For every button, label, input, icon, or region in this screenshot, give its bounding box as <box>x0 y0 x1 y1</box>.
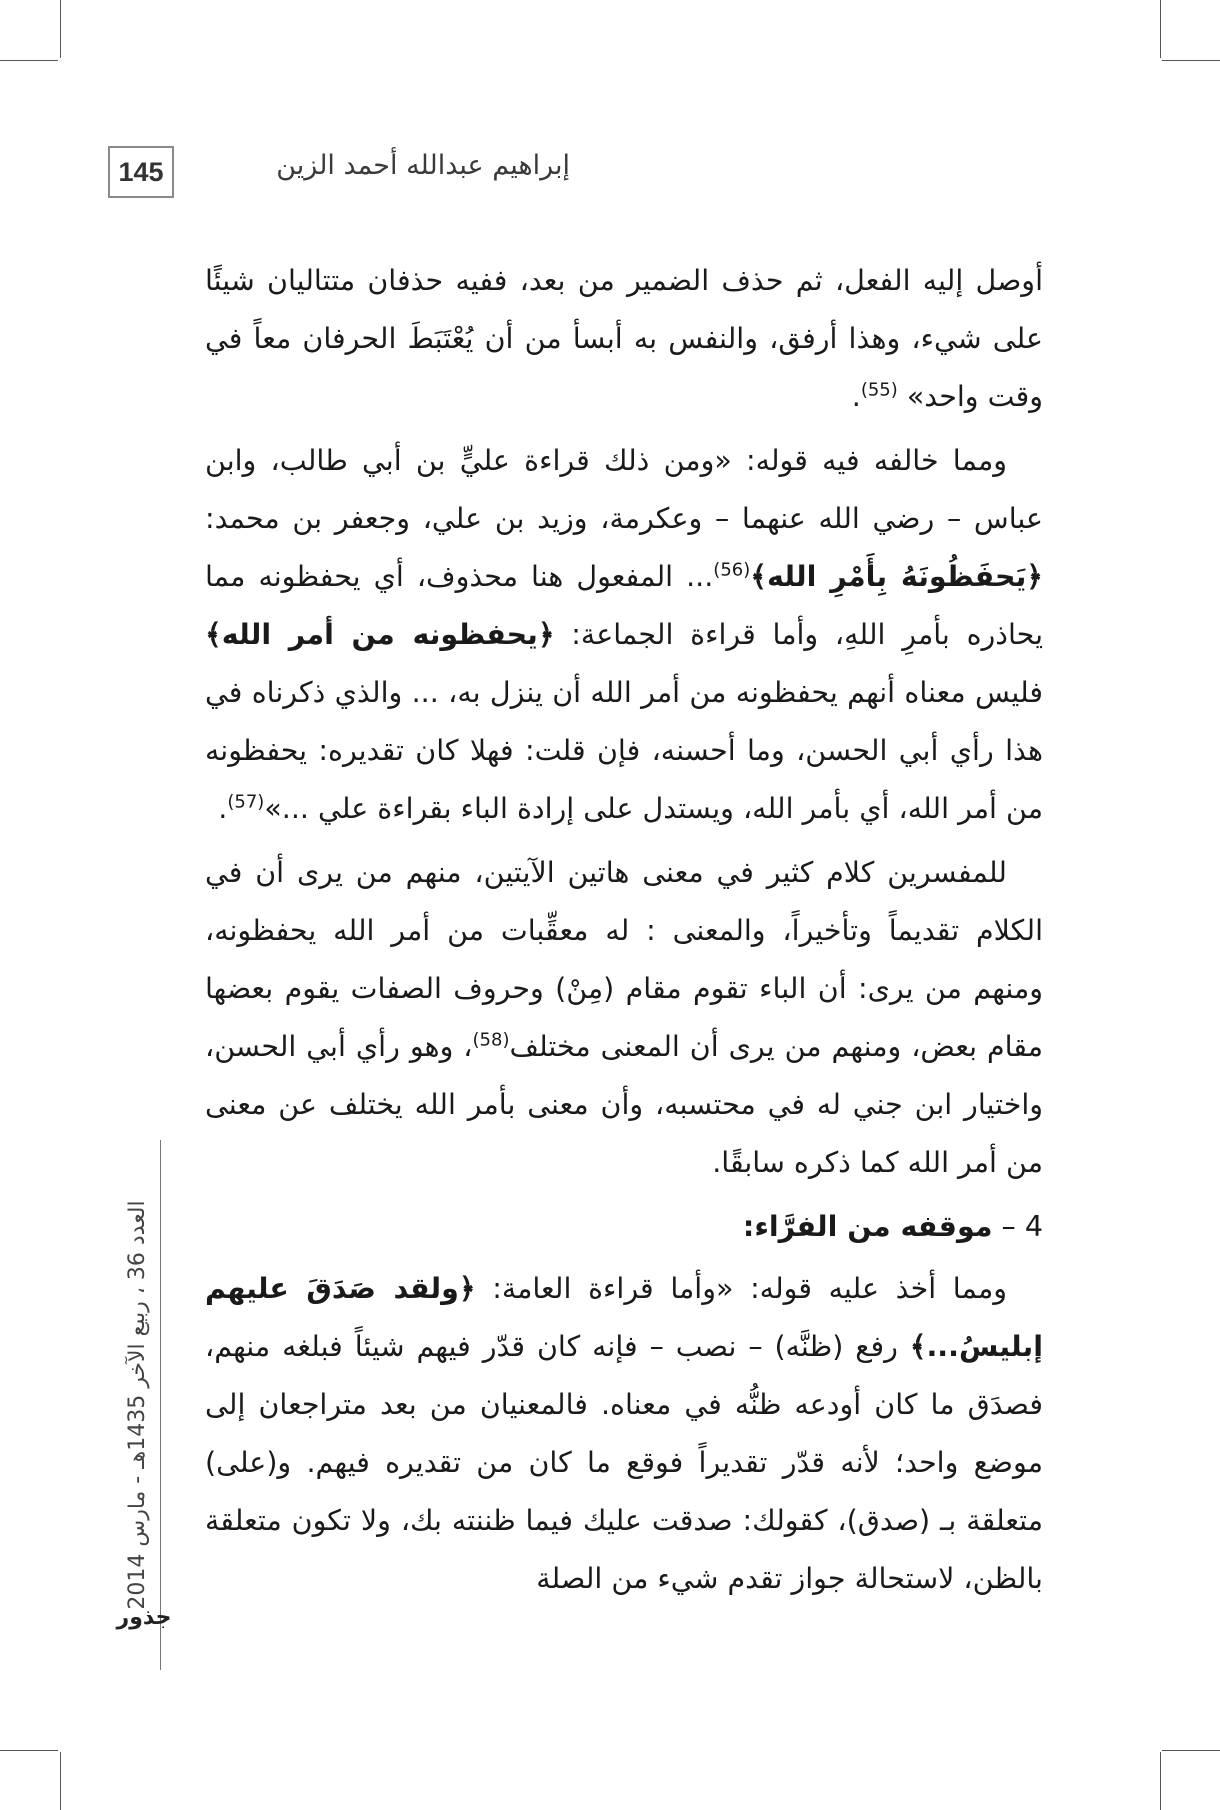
crop-mark-bottom-left-h <box>0 1750 58 1751</box>
footnote-ref-57: (57) <box>227 791 265 813</box>
crop-mark-bottom-right <box>1160 1752 1161 1810</box>
issue-info: العدد 36 ، ربيع الآخر 1435هـ - مارس 2014 <box>125 1200 150 1610</box>
section-number: 4 – <box>992 1210 1043 1243</box>
crop-mark-top-left-h <box>0 60 58 61</box>
quran-verse-1: ﴿يَحفَظُونَهُ بِأَمْرِ الله﴾ <box>750 560 1043 593</box>
journal-logo: جذور <box>116 1605 172 1630</box>
section-title: موقفه من الفرَّاء: <box>742 1210 993 1243</box>
paragraph-1: أوصل إليه الفعل، ثم حذف الضمير من بعد، ففيه حذفان متتاليان شيئًا على شيء، وهذا أرفق، والنفس به أبسأ من أن يُعْتَبَطَ الحرفان معاً في وقت واحد» $^{(55)}$. <box>205 264 1043 413</box>
crop-mark-top-left <box>60 0 61 58</box>
quran-verse-2: ﴿يحفظونه من أمر الله﴾ <box>205 618 555 651</box>
footnote-ref-55: (55) <box>860 379 898 401</box>
running-header-author: إبراهيم عبدالله أحمد الزين <box>276 150 570 181</box>
footnote-ref-56: (56) <box>713 559 751 581</box>
crop-mark-top-right <box>1160 0 1161 58</box>
paragraph-4: ومما أخذ عليه قوله: «وأما قراءة العامة: ﴿ولقد صَدَقَ عليهم إبليسُ...﴾ رفع (ظنَّه) – نصب – فإنه كان قدّر فيهم شيئاً فبلغه منهم، فصدَق ما كان أودعه ظنُّه في معناه. فالمعنيان من بعد متراجعان إلى موضع واحد؛ لأنه قدّر تقديراً فوقع ما كان من تقديره فيهم. و(على) متعلقة بـ (صدق)، كقولك: صدقت عليك فيما ظننته بك، ولا تكون متعلقة بالظن، لاستحالة جواز تقدم شيء من الصلة <box>205 1272 1043 1595</box>
paragraph-2: ومما خالفه فيه قوله: «ومن ذلك قراءة عليٍّ بن أبي طالب، وابن عباس – رضي الله عنهما – وعكرمة، وزيد بن علي، وجعفر بن محمد: ﴿يَحفَظُونَهُ بِأَمْرِ الله﴾$^{(56)}$... المفعول هنا محذوف، أي يحفظونه مما يحاذره بأمرِ اللهِ، وأما قراءة الجماعة: ﴿يحفظونه من أمر الله﴾ فليس معناه أنهم يحفظونه من أمر الله أن ينزل به، ... والذي ذكرناه في هذا رأي أبي الحسن، وما أحسنه، فإن قلت: فهلا كان تقديره: يحفظونه من أمر الله، أي بأمر الله، ويستدل على إرادة الباء بقراءة علي ...»$^{(57)}$. <box>205 444 1044 825</box>
footnote-ref-58: (58) <box>472 1029 510 1051</box>
quran-verse-3: ﴿ولقد صَدَقَ عليهم إبليسُ...﴾ <box>205 1272 1043 1363</box>
issue-strip-divider <box>160 1140 161 1670</box>
crop-mark-bottom-right-h <box>1162 1750 1220 1751</box>
page-number: 145 <box>108 146 174 198</box>
article-body <box>205 252 1043 1614</box>
crop-mark-bottom-left <box>60 1752 61 1810</box>
issue-strip <box>108 1140 168 1670</box>
crop-mark-top-right-h <box>1162 60 1220 61</box>
section-heading <box>205 1198 1043 1256</box>
paragraph-3: للمفسرين كلام كثير في معنى هاتين الآيتين، منهم من يرى أن في الكلام تقديماً وتأخيراً، والمعنى : له معقِّبات من أمر الله يحفظونه، ومنهم من يرى: أن الباء تقوم مقام (مِنْ) وحروف الصفات يقوم بعضها مقام بعض، ومنهم من يرى أن المعنى مختلف$^{(58)}$، وهو رأي أبي الحسن، واختيار ابن جني له في محتسبه، وأن معنى بأمر الله يختلف عن معنى من أمر الله كما ذكره سابقًا. <box>205 856 1043 1179</box>
